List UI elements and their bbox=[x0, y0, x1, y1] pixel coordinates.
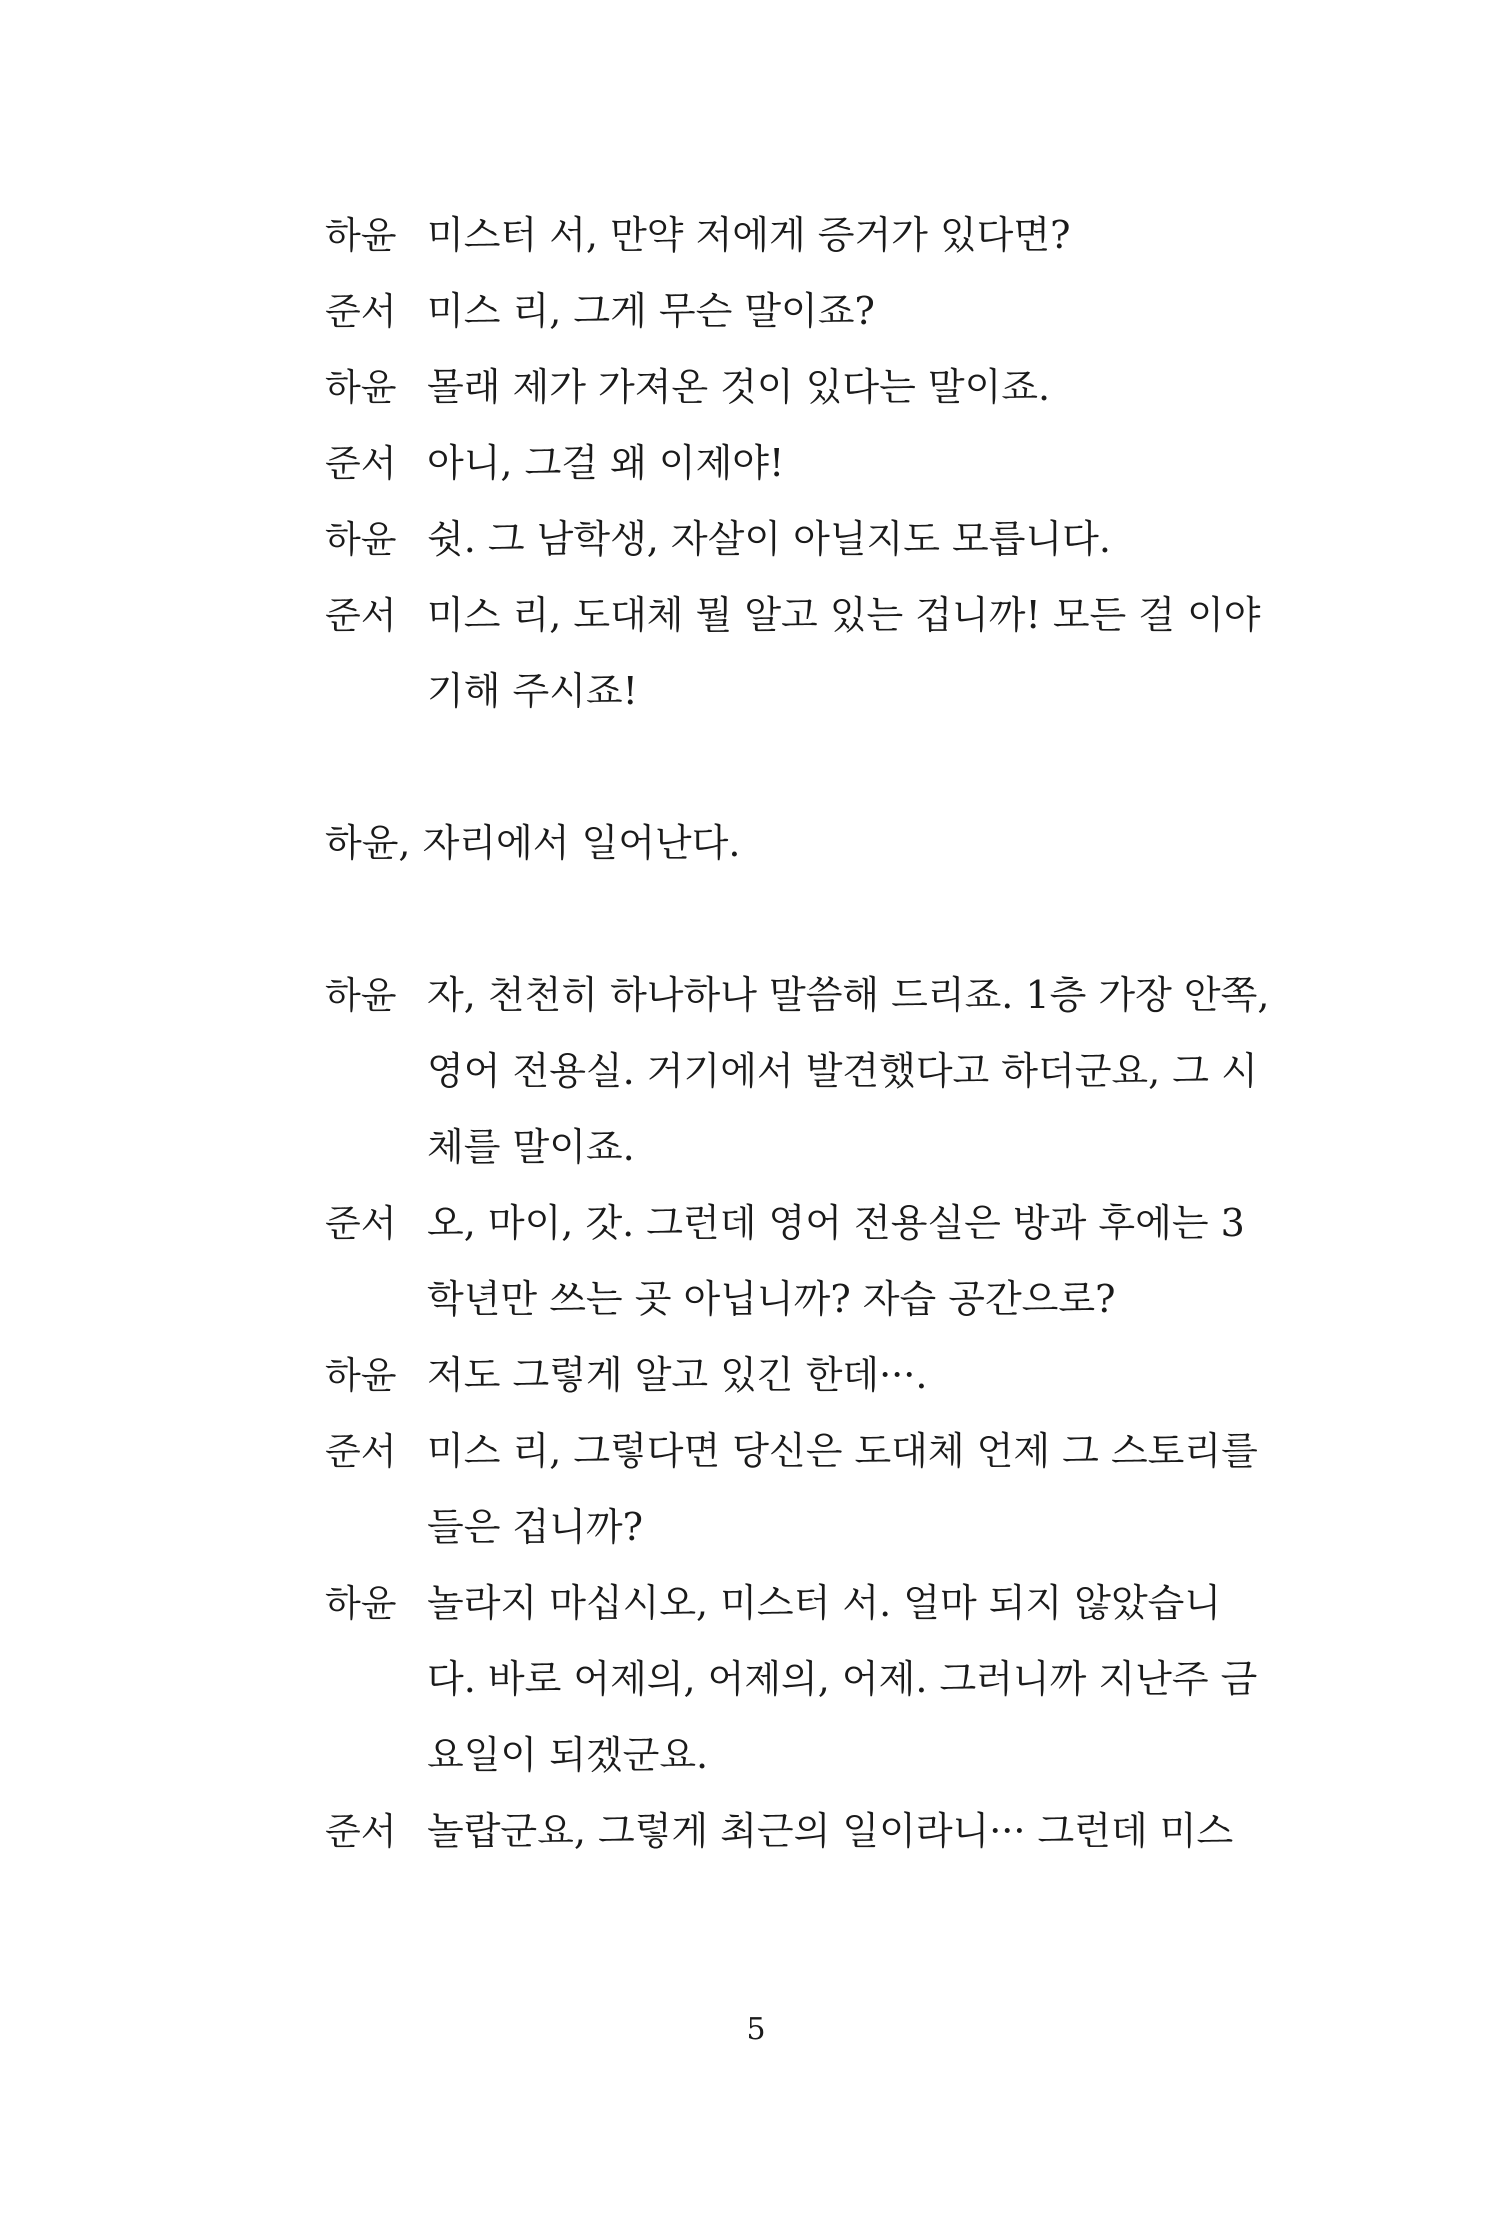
dialogue-line bbox=[325, 1578, 1221, 1628]
dialogue-line bbox=[325, 362, 1050, 412]
speaker-name: 준서 bbox=[325, 290, 397, 333]
dialogue-continuation: 학년만 쓰는 곳 아닙니까? 자습 공간으로? bbox=[427, 1277, 1116, 1321]
dialogue-continuation: 다. 바로 어제의, 어제의, 어제. 그러니까 지난주 금 bbox=[427, 1657, 1258, 1701]
speaker-name: 하윤 bbox=[325, 214, 397, 257]
dialogue-continuation: 들은 겁니까? bbox=[427, 1505, 643, 1549]
stage-direction: 하윤, 자리에서 일어난다. bbox=[325, 821, 741, 865]
dialogue-continuation: 영어 전용실. 거기에서 발견했다고 하더군요, 그 시 bbox=[427, 1049, 1258, 1093]
speaker-name: 준서 bbox=[325, 442, 397, 485]
dialogue-text: 놀랍군요, 그렇게 최근의 일이라니··· 그런데 미스 bbox=[427, 1809, 1234, 1853]
dialogue-text: 놀라지 마십시오, 미스터 서. 얼마 되지 않았습니 bbox=[427, 1581, 1222, 1625]
page-number: 5 bbox=[746, 2012, 766, 2047]
dialogue-line bbox=[325, 286, 875, 336]
speaker-name: 준서 bbox=[325, 1430, 397, 1473]
dialogue-line bbox=[325, 590, 1261, 640]
speaker-name: 하윤 bbox=[325, 1354, 397, 1397]
speaker-name: 준서 bbox=[325, 1202, 397, 1245]
dialogue-continuation: 요일이 되겠군요. bbox=[427, 1733, 709, 1777]
speaker-name: 준서 bbox=[325, 594, 397, 637]
speaker-name: 하윤 bbox=[325, 1582, 397, 1625]
dialogue-line bbox=[325, 438, 784, 488]
dialogue-line bbox=[325, 1198, 1245, 1248]
dialogue-text: 쉿. 그 남학생, 자살이 아닐지도 모릅니다. bbox=[427, 517, 1111, 561]
dialogue-text: 미스 리, 도대체 뭘 알고 있는 겁니까! 모든 걸 이야 bbox=[427, 593, 1261, 637]
speaker-name: 하윤 bbox=[325, 974, 397, 1017]
dialogue-text: 아니, 그걸 왜 이제야! bbox=[427, 441, 785, 485]
dialogue-line bbox=[325, 514, 1111, 564]
dialogue-text: 자, 천천히 하나하나 말씀해 드리죠. 1층 가장 안쪽, bbox=[427, 973, 1270, 1017]
dialogue-text: 미스 리, 그게 무슨 말이죠? bbox=[427, 289, 875, 333]
dialogue-text: 미스터 서, 만약 저에게 증거가 있다면? bbox=[427, 213, 1071, 257]
speaker-name: 준서 bbox=[325, 1810, 397, 1853]
dialogue-line bbox=[325, 1426, 1258, 1476]
dialogue-text: 저도 그렇게 알고 있긴 한데···. bbox=[427, 1353, 928, 1397]
dialogue-line bbox=[325, 210, 1070, 260]
dialogue-line bbox=[325, 1806, 1233, 1856]
dialogue-line bbox=[325, 1350, 927, 1400]
dialogue-text: 몰래 제가 가져온 것이 있다는 말이죠. bbox=[427, 365, 1051, 409]
dialogue-text: 미스 리, 그렇다면 당신은 도대체 언제 그 스토리를 bbox=[427, 1429, 1258, 1473]
dialogue-text: 오, 마이, 갓. 그런데 영어 전용실은 방과 후에는 3 bbox=[427, 1201, 1245, 1245]
dialogue-continuation: 체를 말이죠. bbox=[427, 1125, 635, 1169]
dialogue-line bbox=[325, 970, 1269, 1020]
speaker-name: 하윤 bbox=[325, 518, 397, 561]
dialogue-continuation: 기해 주시죠! bbox=[427, 669, 638, 713]
speaker-name: 하윤 bbox=[325, 366, 397, 409]
